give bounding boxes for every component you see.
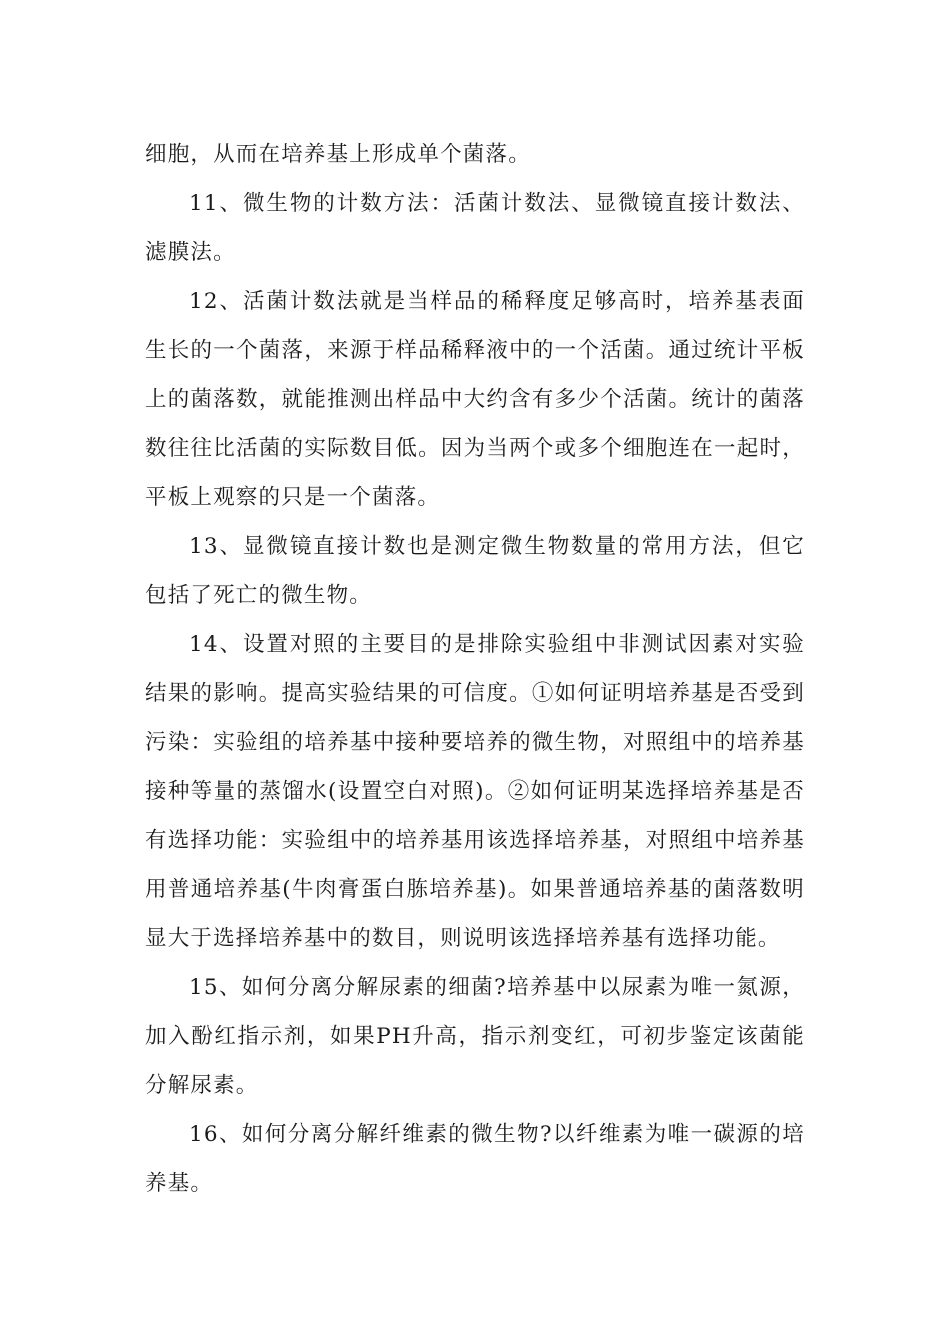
paragraph-item-15: 15、如何分离分解尿素的细菌?培养基中以尿素为唯一氮源，加入酚红指示剂，如果PH升高，指示剂变红，可初步鉴定该菌能分解尿素。 (145, 975, 805, 1098)
paragraph-continuation: 细胞，从而在培养基上形成单个菌落。 (145, 142, 531, 167)
paragraph-item-14: 14、设置对照的主要目的是排除实验组中非测试因素对实验结果的影响。提高实验结果的可信度。①如何证明培养基是否受到污染：实验组的培养基中接种要培养的微生物，对照组中的培养基接种等量的蒸馏水(设置空白对照)。②如何证明某选择培养基是否有选择功能：实验组中的培养基用该选择培养基，对照组中培养基用普通培养基(牛肉膏蛋白胨培养基)。如果普通培养基的菌落数明显大于选择培养基中的数目，则说明该选择培养基有选择功能。 (145, 632, 805, 951)
paragraph-item-12: 12、活菌计数法就是当样品的稀释度足够高时，培养基表面生长的一个菌落，来源于样品稀释液中的一个活菌。通过统计平板上的菌落数，就能推测出样品中大约含有多少个活菌。统计的菌落数往往比活菌的实际数目低。因为当两个或多个细胞连在一起时，平板上观察的只是一个菌落。 (145, 289, 805, 510)
paragraph-item-11: 11、微生物的计数方法：活菌计数法、显微镜直接计数法、滤膜法。 (145, 191, 805, 265)
document-body (145, 130, 805, 1208)
paragraph-item-16: 16、如何分离分解纤维素的微生物?以纤维素为唯一碳源的培养基。 (145, 1122, 805, 1196)
paragraph-item-13: 13、显微镜直接计数也是测定微生物数量的常用方法，但它包括了死亡的微生物。 (145, 534, 805, 608)
